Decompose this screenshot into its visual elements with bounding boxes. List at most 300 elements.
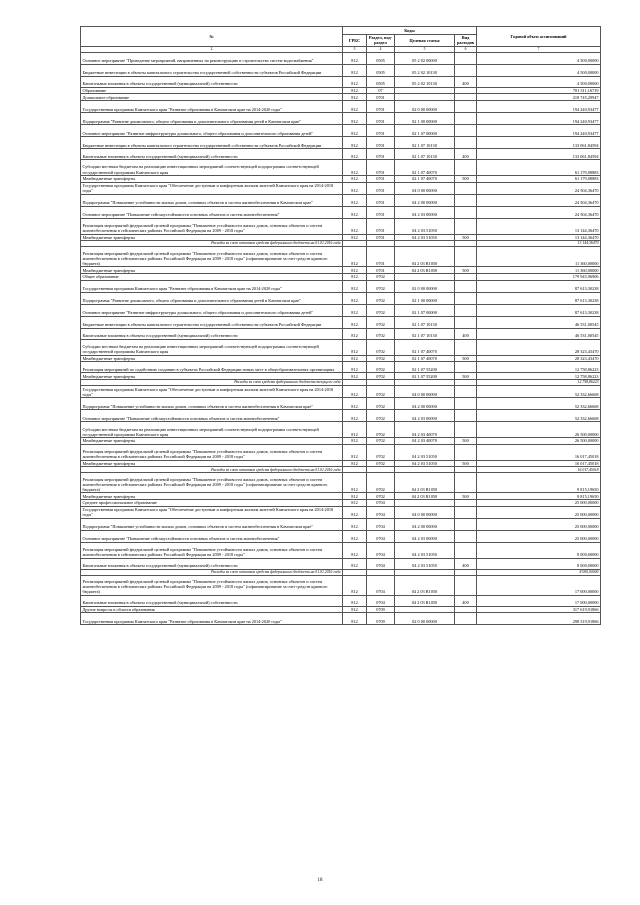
table-row xyxy=(81,373,601,380)
celevaya-cell: 02 1 07 40070 xyxy=(395,159,455,175)
celevaya-cell: 04 2 03 R1050 xyxy=(395,473,455,493)
vid-cell: 400 xyxy=(455,148,477,159)
table-row xyxy=(81,355,601,362)
razdel-cell: 0701 xyxy=(367,100,395,112)
amount-cell: 8 000,00000 xyxy=(477,542,601,558)
grbs-cell: 812 xyxy=(343,339,367,355)
item-name: Межбюджетные трансферты xyxy=(81,234,343,241)
razdel-cell: 0701 xyxy=(367,159,395,175)
vid-cell xyxy=(455,273,477,280)
index-cell: 2 xyxy=(81,46,343,52)
grbs-cell: 812 xyxy=(343,206,367,218)
celevaya-cell: 04 2 03 R1050 xyxy=(395,595,455,606)
item-name: Реализация мероприятий федеральной целевой программы "Повышение устойчивости жилых домов, основных объектов и систем жизнеобеспечения в сейсмических районах Российской Федерации на 2009 - 2018 годы" xyxy=(81,218,343,234)
razdel-cell: 0702 xyxy=(367,473,395,493)
table-row xyxy=(81,218,601,234)
vid-cell xyxy=(455,304,477,316)
razdel-cell: 0702 xyxy=(367,273,395,280)
table-row xyxy=(81,124,601,136)
razdel-cell: 0702 xyxy=(367,304,395,316)
amount-cell: 25 000,00000 xyxy=(477,530,601,542)
vid-cell xyxy=(455,218,477,234)
amount-cell: 218 745,29947 xyxy=(477,94,601,101)
table-row xyxy=(81,206,601,218)
celevaya-cell: 02 0 00 00000 xyxy=(395,613,455,625)
note-text: Расходы за счет остатков средств федерального бюджета на 01.01.2016 года xyxy=(81,467,343,473)
grbs-cell: 812 xyxy=(343,247,367,267)
table-row xyxy=(81,316,601,328)
amount-cell: 24 504,36470 xyxy=(477,182,601,194)
column-header-razdel: Раздел, под-раздел xyxy=(367,35,395,47)
table-row xyxy=(81,234,601,241)
item-name: Межбюджетные трансферты xyxy=(81,373,343,380)
celevaya-cell: 04 2 00 00000 xyxy=(395,397,455,409)
celevaya-cell: 04 2 03 51050 xyxy=(395,218,455,234)
celevaya-cell xyxy=(395,94,455,101)
razdel-cell: 0704 xyxy=(367,530,395,542)
celevaya-cell: 05 2 02 00000 xyxy=(395,52,455,64)
amount-cell: 28 323,43470 xyxy=(477,355,601,362)
razdel-cell: 0702 xyxy=(367,328,395,339)
item-name: Государственная программа Камчатского края "Обеспечение доступным и комфортным жильем жителей Камчатского края на 2014-2018 годы" xyxy=(81,506,343,518)
grbs-cell: 812 xyxy=(343,316,367,328)
celevaya-cell: 04 0 00 00000 xyxy=(395,385,455,397)
item-name: Основное мероприятие "Развитие инфраструктуры дошкольного, общего образования и дополнительного образования детей" xyxy=(81,304,343,316)
vid-cell xyxy=(455,506,477,518)
grbs-cell: 812 xyxy=(343,606,367,613)
amount-cell: 17 000,00000 xyxy=(477,575,601,595)
table-row xyxy=(81,94,601,101)
vid-cell: 500 xyxy=(455,175,477,182)
celevaya-cell: 02 1 07 10130 xyxy=(395,148,455,159)
item-name: Основное мероприятие "Повышение сейсмоустойчивости основных объектов и систем жизнеобеспечения" xyxy=(81,206,343,218)
celevaya-cell: 02 1 07 40070 xyxy=(395,339,455,355)
razdel-cell: 0702 xyxy=(367,385,395,397)
razdel-cell: 0704 xyxy=(367,542,395,558)
celevaya-cell: 02 1 00 00000 xyxy=(395,112,455,124)
vid-cell: 400 xyxy=(455,328,477,339)
vid-cell xyxy=(455,606,477,613)
celevaya-cell: 04 2 03 R1050 xyxy=(395,575,455,595)
razdel-cell: 0702 xyxy=(367,409,395,421)
razdel-cell: 0704 xyxy=(367,499,395,506)
grbs-cell: 812 xyxy=(343,175,367,182)
vid-cell xyxy=(455,575,477,595)
razdel-cell: 0702 xyxy=(367,397,395,409)
celevaya-cell: 05 2 02 10130 xyxy=(395,64,455,76)
item-name: Межбюджетные трансферты xyxy=(81,437,343,444)
razdel-cell: 0701 xyxy=(367,206,395,218)
razdel-cell: 07 xyxy=(367,87,395,94)
item-name: Капитальные вложения в объекты государственной (муниципальной) собственности xyxy=(81,328,343,339)
vid-cell xyxy=(455,409,477,421)
razdel-cell: 0701 xyxy=(367,112,395,124)
vid-cell: 500 xyxy=(455,373,477,380)
item-name: Бюджетные инвестиции в объекты капитального строительства государственной собственности субъектов Российской Федерации xyxy=(81,136,343,148)
celevaya-cell: 02 1 07 10130 xyxy=(395,328,455,339)
amount-cell: 133 061,84594 xyxy=(477,136,601,148)
item-name: Государственная программа Камчатского края "Развитие образования в Камчатском крае на 2014-2020 годы" xyxy=(81,280,343,292)
vid-cell: 500 xyxy=(455,234,477,241)
vid-cell: 500 xyxy=(455,460,477,467)
table-row xyxy=(81,87,601,94)
grbs-cell: 812 xyxy=(343,385,367,397)
grbs-cell: 812 xyxy=(343,273,367,280)
vid-cell: 500 xyxy=(455,493,477,500)
celevaya-cell xyxy=(395,273,455,280)
amount-cell: 701 311,16719 xyxy=(477,87,601,94)
index-cell: 6 xyxy=(455,46,477,52)
razdel-cell: 0505 xyxy=(367,52,395,64)
vid-cell xyxy=(455,444,477,460)
grbs-cell: 812 xyxy=(343,159,367,175)
grbs-cell: 812 xyxy=(343,64,367,76)
vid-cell xyxy=(455,206,477,218)
razdel-cell: 0702 xyxy=(367,460,395,467)
note-text: Расходы за счет остатков средств федерального бюджета на 01.01.2016 года xyxy=(81,241,343,247)
table-row xyxy=(81,460,601,467)
table-row xyxy=(81,280,601,292)
razdel-cell: 0701 xyxy=(367,136,395,148)
vid-cell: 400 xyxy=(455,595,477,606)
grbs-cell: 812 xyxy=(343,148,367,159)
celevaya-cell: 04 2 03 51050 xyxy=(395,558,455,569)
item-name: Подпрограмма "Повышение устойчивости жилых домов, основных объектов и систем жизнеобеспечения в Камчатском крае" xyxy=(81,194,343,206)
vid-cell xyxy=(455,124,477,136)
item-name: Подпрограмма "Развитие дошкольного, общего образования и дополнительного образования детей в Камчатском крае" xyxy=(81,292,343,304)
vid-cell xyxy=(455,247,477,267)
celevaya-cell: 04 2 03 R1050 xyxy=(395,247,455,267)
table-row xyxy=(81,530,601,542)
razdel-cell: 0505 xyxy=(367,64,395,76)
table-row xyxy=(81,421,601,437)
razdel-cell: 0701 xyxy=(367,234,395,241)
item-name: Подпрограмма "Повышение устойчивости жилых домов, основных объектов и систем жизнеобеспечения в Камчатском крае" xyxy=(81,518,343,530)
razdel-cell: 0702 xyxy=(367,373,395,380)
vid-cell xyxy=(455,397,477,409)
celevaya-cell: 04 2 03 R1050 xyxy=(395,267,455,274)
amount-cell: 11 360,00000 xyxy=(477,267,601,274)
item-name: Реализация мероприятий федеральной целевой программы "Повышение устойчивости жилых домов, основных объектов и систем жизнеобеспечения в сейсмических районах Российской Федерации на 2009 - 2018 годы" xyxy=(81,444,343,460)
amount-cell: 4 500,00000 xyxy=(477,76,601,87)
table-row xyxy=(81,292,601,304)
amount-cell: 133 061,84594 xyxy=(477,148,601,159)
table-row xyxy=(81,499,601,506)
vid-cell xyxy=(455,94,477,101)
budget-table xyxy=(80,26,601,625)
celevaya-cell: 02 1 07 10130 xyxy=(395,316,455,328)
grbs-cell: 812 xyxy=(343,437,367,444)
table-row xyxy=(81,175,601,182)
celevaya-cell: 02 0 00 00000 xyxy=(395,280,455,292)
celevaya-cell xyxy=(395,87,455,94)
table-row xyxy=(81,437,601,444)
celevaya-cell: 04 2 03 40070 xyxy=(395,437,455,444)
celevaya-cell: 04 2 03 51050 xyxy=(395,542,455,558)
amount-cell: 61 179,08883 xyxy=(477,159,601,175)
index-cell: 4 xyxy=(367,46,395,52)
amount-cell: 317 619,91866 xyxy=(477,606,601,613)
table-row xyxy=(81,100,601,112)
index-cell: 7 xyxy=(477,46,601,52)
table-row xyxy=(81,362,601,373)
amount-cell: 28 323,43470 xyxy=(477,339,601,355)
grbs-cell: 812 xyxy=(343,518,367,530)
amount-cell: 194 240,93477 xyxy=(477,112,601,124)
item-name: Межбюджетные трансферты xyxy=(81,355,343,362)
razdel-cell: 0701 xyxy=(367,175,395,182)
razdel-cell: 0701 xyxy=(367,182,395,194)
grbs-cell: 812 xyxy=(343,355,367,362)
celevaya-cell: 04 2 00 00000 xyxy=(395,518,455,530)
amount-cell: 9 815,19650 xyxy=(477,473,601,493)
index-cell: 3 xyxy=(343,46,367,52)
item-name: Государственная программа Камчатского края "Развитие образования в Камчатском крае на 2014-2020 годы" xyxy=(81,613,343,625)
razdel-cell: 0702 xyxy=(367,362,395,373)
razdel-cell: 0702 xyxy=(367,421,395,437)
grbs-cell: 812 xyxy=(343,473,367,493)
table-row xyxy=(81,52,601,64)
vid-cell xyxy=(455,52,477,64)
table-row xyxy=(81,444,601,460)
vid-cell xyxy=(455,362,477,373)
razdel-cell: 0704 xyxy=(367,506,395,518)
vid-cell xyxy=(455,421,477,437)
razdel-cell: 0702 xyxy=(367,339,395,355)
grbs-cell: 812 xyxy=(343,124,367,136)
celevaya-cell: 04 0 00 00000 xyxy=(395,506,455,518)
vid-cell xyxy=(455,159,477,175)
vid-cell xyxy=(455,518,477,530)
grbs-cell: 812 xyxy=(343,304,367,316)
item-name: Реализация мероприятий федеральной целевой программы "Повышение устойчивости жилых домов, основных объектов и систем жизнеобеспечения в сейсмических районах Российской Федерации на 2009 - 2018 годы" (софинансирование за счет средств краевого бюджета) xyxy=(81,473,343,493)
grbs-cell: 812 xyxy=(343,444,367,460)
item-name: Реализация мероприятий федеральной целевой программы "Повышение устойчивости жилых домов, основных объектов и систем жизнеобеспечения в сейсмических районах Российской Федерации на 2009 - 2018 годы" xyxy=(81,542,343,558)
grbs-cell: 812 xyxy=(343,112,367,124)
amount-cell: 52 332,66668 xyxy=(477,397,601,409)
grbs-cell: 812 xyxy=(343,530,367,542)
amount-cell: 87 613,30238 xyxy=(477,304,601,316)
vid-cell: 500 xyxy=(455,267,477,274)
amount-cell: 26 500,00000 xyxy=(477,421,601,437)
celevaya-cell: 04 2 03 51050 xyxy=(395,444,455,460)
index-cell: 5 xyxy=(395,46,455,52)
celevaya-cell: 04 2 03 00000 xyxy=(395,530,455,542)
table-row xyxy=(81,409,601,421)
razdel-cell: 0709 xyxy=(367,613,395,625)
item-name: Среднее профессиональное образование xyxy=(81,499,343,506)
item-name: Межбюджетные трансферты xyxy=(81,460,343,467)
razdel-cell: 0702 xyxy=(367,316,395,328)
vid-cell xyxy=(455,182,477,194)
table-row xyxy=(81,273,601,280)
header-row-top xyxy=(81,27,601,35)
amount-cell: 4 500,00000 xyxy=(477,52,601,64)
razdel-cell: 0709 xyxy=(367,606,395,613)
grbs-cell: 812 xyxy=(343,421,367,437)
razdel-cell: 0702 xyxy=(367,444,395,460)
amount-cell: 24 504,36470 xyxy=(477,194,601,206)
vid-cell xyxy=(455,473,477,493)
celevaya-cell xyxy=(395,499,455,506)
vid-cell xyxy=(455,87,477,94)
amount-cell: 9 815,19650 xyxy=(477,493,601,500)
razdel-cell: 0702 xyxy=(367,355,395,362)
amount-cell: 52 332,66668 xyxy=(477,409,601,421)
amount-cell: 12 758,86223 xyxy=(477,362,601,373)
grbs-cell: 812 xyxy=(343,182,367,194)
item-name: Основное мероприятие "Развитие инфраструктуры дошкольного, общего образования и дополнительного образования детей" xyxy=(81,124,343,136)
amount-cell: 87 613,30238 xyxy=(477,280,601,292)
item-name: Субсидии местным бюджетам на реализацию инвестиционных мероприятий соответствующей подпрограммы соответствующей государственной программы Камчатского края xyxy=(81,421,343,437)
table-row xyxy=(81,328,601,339)
item-name: Межбюджетные трансферты xyxy=(81,175,343,182)
amount-cell: 194 240,93477 xyxy=(477,100,601,112)
table-row xyxy=(81,136,601,148)
item-name: Государственная программа Камчатского края "Обеспечение доступным и комфортным жильем жителей Камчатского края на 2014-2018 годы" xyxy=(81,182,343,194)
razdel-cell: 0702 xyxy=(367,292,395,304)
vid-cell xyxy=(455,292,477,304)
grbs-cell: 812 xyxy=(343,194,367,206)
vid-cell xyxy=(455,542,477,558)
table-row xyxy=(81,182,601,194)
table-row xyxy=(81,493,601,500)
razdel-cell: 0704 xyxy=(367,595,395,606)
item-name: Бюджетные инвестиции в объекты капитального строительства государственной собственности субъектов Российской Федерации xyxy=(81,64,343,76)
amount-cell: 25 000,00000 xyxy=(477,499,601,506)
grbs-cell: 812 xyxy=(343,409,367,421)
table-row xyxy=(81,148,601,159)
amount-cell: 25 000,00000 xyxy=(477,506,601,518)
celevaya-cell: 04 2 03 40070 xyxy=(395,421,455,437)
grbs-cell: 812 xyxy=(343,595,367,606)
vid-cell xyxy=(455,136,477,148)
item-name: Основное мероприятие "Проведение мероприятий, направленных на реконструкцию и строительство систем водоснабжения" xyxy=(81,52,343,64)
table-row xyxy=(81,575,601,595)
celevaya-cell: 05 2 02 10130 xyxy=(395,76,455,87)
vid-cell xyxy=(455,194,477,206)
table-row xyxy=(81,194,601,206)
vid-cell xyxy=(455,530,477,542)
razdel-cell: 0701 xyxy=(367,218,395,234)
item-name: Реализация мероприятий по содействию созданию в субъектах Российской Федерации новых мест в общеобразовательных организациях xyxy=(81,362,343,373)
table-row xyxy=(81,112,601,124)
vid-cell: 500 xyxy=(455,355,477,362)
item-name: Бюджетные инвестиции в объекты капитального строительства государственной собственности субъектов Российской Федерации xyxy=(81,316,343,328)
amount-cell: 46 531,00545 xyxy=(477,328,601,339)
amount-cell: 12 758,86223 xyxy=(477,373,601,380)
amount-cell: 8 000,00000 xyxy=(477,569,601,575)
amount-cell: 11 360,00000 xyxy=(477,247,601,267)
table-row xyxy=(81,304,601,316)
celevaya-cell: 02 1 07 55200 xyxy=(395,373,455,380)
vid-cell xyxy=(455,112,477,124)
grbs-cell: 812 xyxy=(343,613,367,625)
vid-cell xyxy=(455,339,477,355)
amount-cell: 13 144,36470 xyxy=(477,241,601,247)
vid-cell xyxy=(455,499,477,506)
amount-cell: 61 179,08883 xyxy=(477,175,601,182)
razdel-cell: 0701 xyxy=(367,94,395,101)
table-row xyxy=(81,473,601,493)
item-name: Капитальные вложения в объекты государственной (муниципальной) собственности xyxy=(81,148,343,159)
table-row xyxy=(81,267,601,274)
item-name: Капитальные вложения в объекты государственной (муниципальной) собственности xyxy=(81,595,343,606)
amount-cell: 16 017,45018 xyxy=(477,467,601,473)
vid-cell xyxy=(455,64,477,76)
grbs-cell: 812 xyxy=(343,87,367,94)
amount-cell: 179 945,96906 xyxy=(477,273,601,280)
celevaya-cell: 02 1 07 40070 xyxy=(395,355,455,362)
celevaya-cell: 02 1 00 00000 xyxy=(395,292,455,304)
table-row xyxy=(81,247,601,267)
grbs-cell: 812 xyxy=(343,558,367,569)
grbs-cell: 812 xyxy=(343,373,367,380)
table-row xyxy=(81,542,601,558)
item-name: Субсидии местным бюджетам на реализацию инвестиционных мероприятий соответствующей подпрограммы соответствующей государственной программы Камчатского края xyxy=(81,159,343,175)
item-name: Дошкольное образование xyxy=(81,94,343,101)
vid-cell: 400 xyxy=(455,558,477,569)
vid-cell xyxy=(455,316,477,328)
item-name: Реализация мероприятий федеральной целевой программы "Повышение устойчивости жилых домов, основных объектов и систем жизнеобеспечения в сейсмических районах Российской Федерации на 2009 - 2018 годы" (софинансирование за счет средств краевого бюджета) xyxy=(81,575,343,595)
grbs-cell: 812 xyxy=(343,499,367,506)
celevaya-cell: 04 0 00 00000 xyxy=(395,182,455,194)
column-header-grbs: ГРБС xyxy=(343,35,367,47)
item-name: Государственная программа Камчатского края "Обеспечение доступным и комфортным жильем жителей Камчатского края на 2014-2018 годы" xyxy=(81,385,343,397)
vid-cell xyxy=(455,385,477,397)
amount-cell: 46 531,00545 xyxy=(477,316,601,328)
vid-cell xyxy=(455,613,477,625)
amount-cell: 4 500,00000 xyxy=(477,64,601,76)
grbs-cell: 812 xyxy=(343,575,367,595)
item-name: Подпрограмма "Повышение устойчивости жилых домов, основных объектов и систем жизнеобеспечения в Камчатском крае" xyxy=(81,397,343,409)
table-row xyxy=(81,397,601,409)
amount-cell: 26 500,00000 xyxy=(477,437,601,444)
celevaya-cell: 04 2 03 00000 xyxy=(395,206,455,218)
amount-cell: 16 017,45018 xyxy=(477,460,601,467)
grbs-cell: 812 xyxy=(343,52,367,64)
note-text: Расходы за счет остатков средств федерального бюджета на 01.01.2016 года xyxy=(81,569,343,575)
amount-cell: 194 240,93477 xyxy=(477,124,601,136)
item-name: Основное мероприятие "Повышение сейсмоустойчивости основных объектов и систем жизнеобеспечения" xyxy=(81,530,343,542)
celevaya-cell: 02 1 07 55200 xyxy=(395,362,455,373)
table-row xyxy=(81,595,601,606)
celevaya-cell: 02 1 07 10130 xyxy=(395,136,455,148)
celevaya-cell: 02 1 07 40070 xyxy=(395,175,455,182)
table-row xyxy=(81,506,601,518)
celevaya-cell: 04 2 03 51050 xyxy=(395,460,455,467)
razdel-cell: 0702 xyxy=(367,437,395,444)
table-row xyxy=(81,385,601,397)
table-row xyxy=(81,76,601,87)
amount-cell: 24 504,36470 xyxy=(477,206,601,218)
razdel-cell: 0701 xyxy=(367,194,395,206)
celevaya-cell: 04 2 00 00000 xyxy=(395,194,455,206)
grbs-cell: 812 xyxy=(343,218,367,234)
celevaya-cell: 02 1 07 00000 xyxy=(395,124,455,136)
grbs-cell: 812 xyxy=(343,460,367,467)
vid-cell: 400 xyxy=(455,76,477,87)
column-header-amount: Годовой объем ассигнований xyxy=(477,27,601,47)
grbs-cell: 812 xyxy=(343,100,367,112)
amount-cell: 8 000,00000 xyxy=(477,558,601,569)
razdel-cell: 0702 xyxy=(367,493,395,500)
grbs-cell: 812 xyxy=(343,506,367,518)
razdel-cell: 0505 xyxy=(367,76,395,87)
razdel-cell: 0701 xyxy=(367,267,395,274)
table-row xyxy=(81,339,601,355)
razdel-cell: 0701 xyxy=(367,124,395,136)
